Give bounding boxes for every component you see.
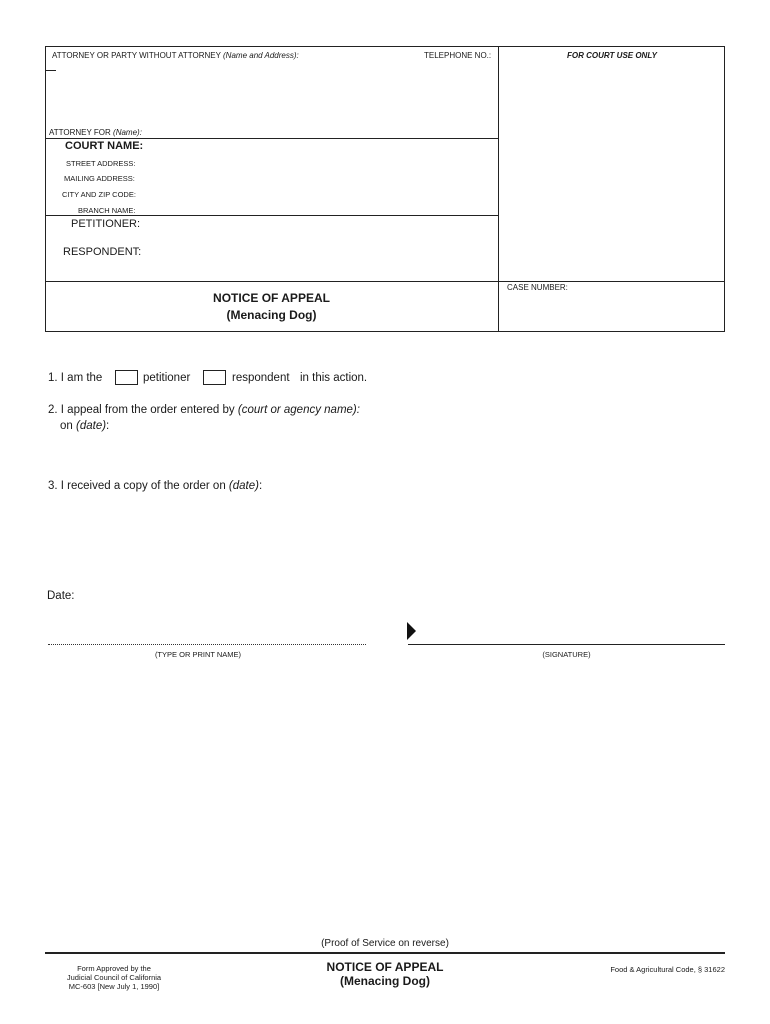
- footer-rule: [45, 952, 725, 954]
- form-title: NOTICE OF APPEAL: [213, 291, 330, 305]
- item2-date-line: on (date):: [60, 420, 110, 432]
- mailing-address-label: MAILING ADDRESS:: [64, 174, 135, 183]
- proof-of-service: (Proof of Service on reverse): [321, 938, 449, 949]
- court-use-label: FOR COURT USE ONLY: [567, 51, 657, 60]
- approved-line3: MC-603 [New July 1, 1990]: [68, 982, 160, 991]
- street-address-label: STREET ADDRESS:: [66, 159, 136, 168]
- telephone-label: TELEPHONE NO.:: [424, 51, 492, 60]
- approved-line1: Form Approved by the: [77, 964, 151, 973]
- item1-respondent-label: respondent: [232, 372, 290, 384]
- branch-name-label: BRANCH NAME:: [78, 206, 136, 215]
- parties-separator: [45, 215, 498, 216]
- caption-title-separator: [45, 281, 725, 282]
- signature-arrow-icon: [407, 622, 417, 640]
- date-label: Date:: [47, 590, 75, 602]
- respondent-label: RESPONDENT:: [63, 246, 142, 258]
- item2-line: 2. I appeal from the order entered by (court or agency name):: [48, 404, 360, 416]
- respondent-checkbox[interactable]: [203, 370, 226, 385]
- case-number-label: CASE NUMBER:: [507, 283, 568, 292]
- city-zip-label: CITY AND ZIP CODE:: [62, 190, 136, 199]
- signature-line[interactable]: [408, 644, 725, 645]
- item3-line: 3. I received a copy of the order on (date):: [48, 480, 263, 492]
- print-name-line[interactable]: [48, 644, 366, 645]
- attorney-label: ATTORNEY OR PARTY WITHOUT ATTORNEY (Name and Address):: [52, 51, 299, 60]
- print-name-caption: (TYPE OR PRINT NAME): [154, 650, 242, 659]
- form-subtitle: (Menacing Dog): [226, 308, 317, 322]
- address-tick: [46, 70, 56, 71]
- attorney-for-label: ATTORNEY FOR (Name):: [49, 128, 142, 137]
- petitioner-label: PETITIONER:: [71, 218, 141, 230]
- item1-petitioner-label: petitioner: [143, 372, 191, 384]
- item1-prefix: 1. I am the: [48, 372, 103, 384]
- signature-caption: (SIGNATURE): [542, 650, 591, 659]
- code-reference: Food & Agricultural Code, § 31622: [610, 965, 725, 974]
- court-name-separator: [45, 138, 498, 139]
- footer-subtitle: (Menacing Dog): [340, 974, 430, 988]
- approved-line2: Judicial Council of California: [66, 973, 162, 982]
- petitioner-checkbox[interactable]: [115, 370, 138, 385]
- court-name-label: COURT NAME:: [65, 140, 144, 152]
- footer-title: NOTICE OF APPEAL: [326, 960, 444, 974]
- form-approved-block: [48, 964, 180, 991]
- item1-suffix: in this action.: [300, 372, 368, 384]
- caption-box: [45, 46, 725, 332]
- caption-vertical-divider: [498, 46, 499, 332]
